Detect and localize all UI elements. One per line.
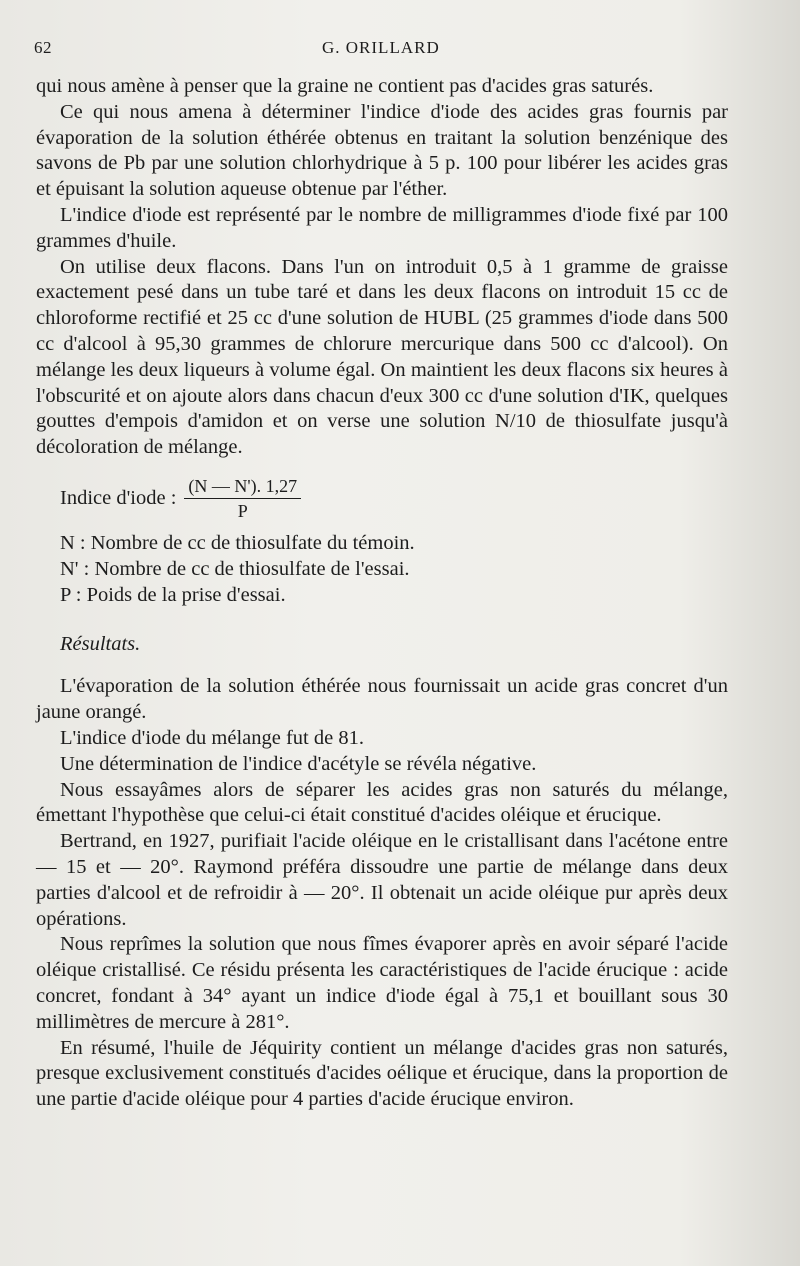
results-paragraph: Bertrand, en 1927, purifiait l'acide oléique en le cristallisant dans l'acétone entre — 15 et — 20°. Raymond préféra dissoudre une partie de mélange dans deux parties d'alcool et de refroidir à — 20°. Il obtenait un acide oléique pur après deux opérations. [36,830,728,930]
definition-p: P : Poids de la prise d'essai. [60,583,286,606]
formula-denominator: P [237,501,248,522]
results-paragraph: L'indice d'iode du mélange fut de 81. [60,726,364,749]
results-paragraph: Nous reprîmes la solution que nous fîmes évaporer après en avoir séparé l'acide oléique cristallisé. Ce résidu présenta les caractéristiques de l'acide érucique : acide concret, fondant à 34° ayant un indice d'iode égal à 75,1 et bouillant sous 30 millimètres de mercure à 281°. [36,933,728,1033]
paragraph-iodine-definition: L'indice d'iode est représenté par le nombre de milligrammes d'iode fixé par 100 grammes d'huile. [36,203,728,252]
results-paragraph: Nous essayâmes alors de séparer les acides gras non saturés du mélange, émettant l'hypothèse que celui-ci était constitué d'acides oléique et érucique. [36,778,728,827]
paragraph-continuation: qui nous amène à penser que la graine ne contient pas d'acides gras saturés. [36,75,654,97]
running-header [34,38,734,62]
page-number: 62 [34,38,52,57]
paragraph-procedure: On utilise deux flacons. Dans l'un on introduit 0,5 à 1 gramme de graisse exactement pesé dans un tube taré et dans les deux flacons on introduit 15 cc de chloroforme rectifié et 25 cc d'une solution de HUBL (25 grammes d'iode dans 500 cc d'alcool à 95,30 grammes de chlorure mercurique dans 500 cc d'alcool). On mélange les deux liqueurs à volume égal. On maintient les deux flacons six heures à l'obscurité et on ajoute alors dans chacun d'eux 300 cc d'une solution d'IK, quelques gouttes d'empois d'amidon et on verse une solution N/10 de thiosulfate jusqu'à décoloration de mélange. [36,255,728,459]
definition-n: N : Nombre de cc de thiosulfate du témoin. [60,531,415,554]
formula-numerator: (N — N'). 1,27 [184,475,301,499]
formula-label: Indice d'iode : [60,487,177,510]
iodine-index-formula [60,473,728,525]
formula-definitions [60,531,728,608]
definition-n-prime: N' : Nombre de cc de thiosulfate de l'essai. [60,557,410,580]
results-paragraph: L'évaporation de la solution éthérée nous fournissait un acide gras concret d'un jaune orangé. [36,675,728,724]
section-heading-results: Résultats. [60,633,141,656]
paragraph-iodine-method: Ce qui nous amena à déterminer l'indice d'iode des acides gras fournis par évaporation de la solution éthérée obtenus en traitant la solution benzénique des savons de Pb par une solution chlorhydrique à 5 p. 100 pour libérer les acides gras et épuisant la solution aqueuse obtenue par l'éther. [36,100,728,201]
results-paragraph: Une détermination de l'indice d'acétyle se révéla négative. [60,752,537,775]
results-paragraph: En résumé, l'huile de Jéquirity contient un mélange d'acides gras non saturés, presque exclusivement constitués d'acides oélique et érucique, dans la proportion de une partie d'acide oléique pour 4 parties d'acide érucique environ. [36,1036,728,1111]
running-head-author: G. ORILLARD [322,38,440,57]
formula-fraction [184,475,301,522]
body-text [36,74,728,1113]
